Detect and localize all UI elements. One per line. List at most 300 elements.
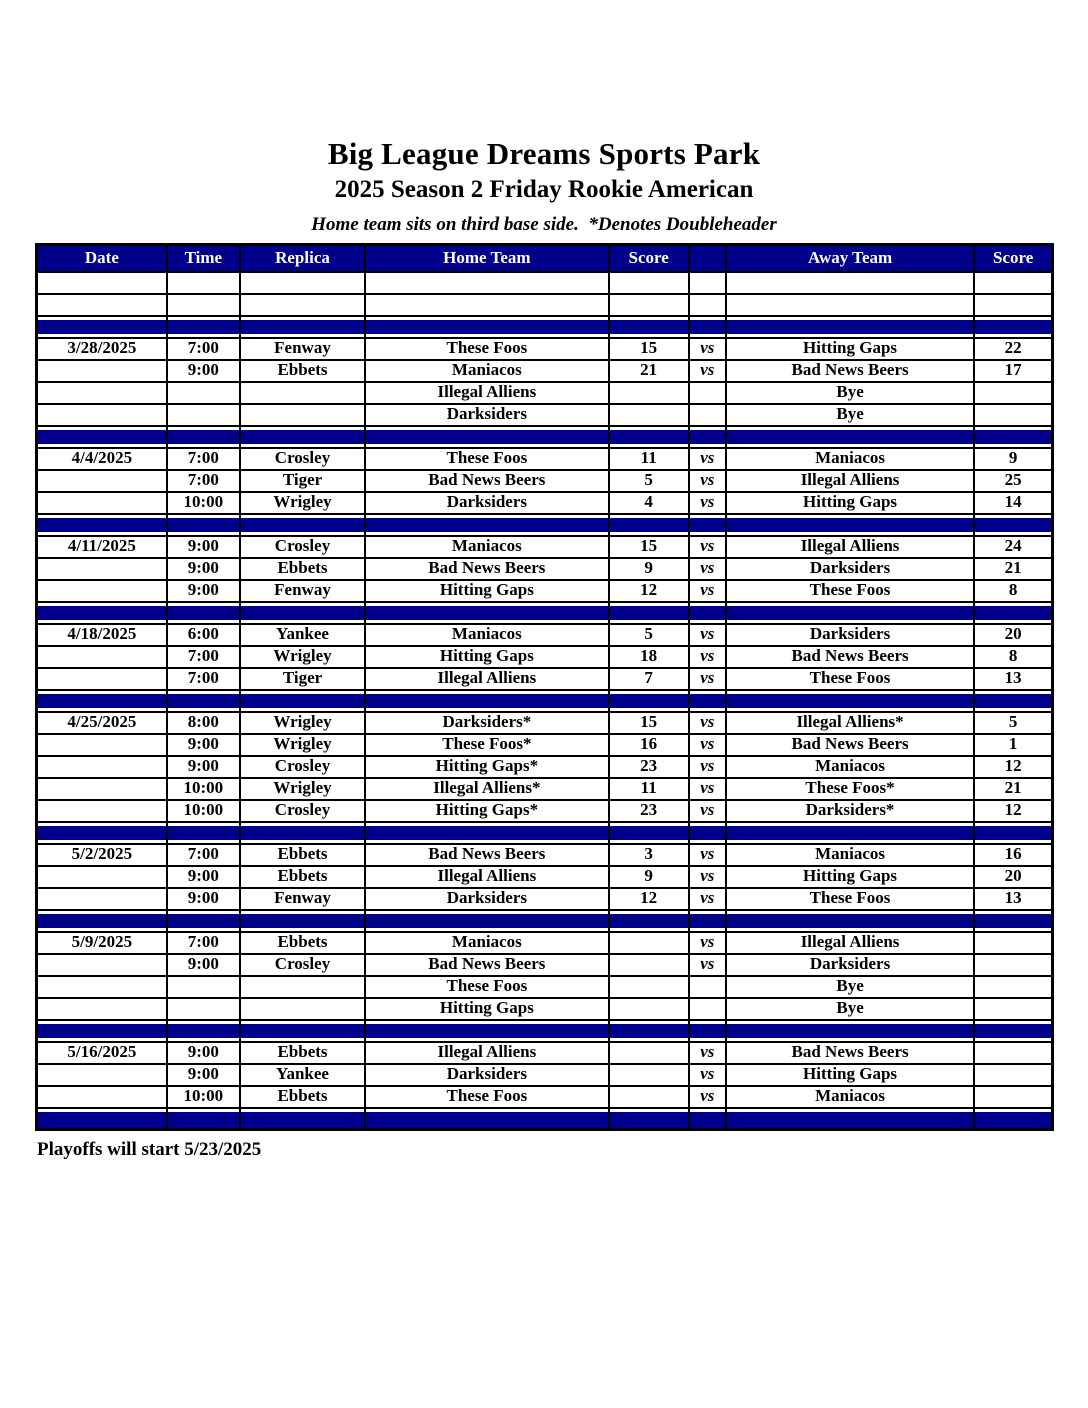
away-team-cell: These Foos* — [726, 778, 974, 800]
empty-away-team-cell — [726, 272, 974, 294]
separator-cell — [365, 514, 608, 536]
home-team-cell: Darksiders — [365, 888, 608, 910]
separator-cell — [726, 1108, 974, 1130]
separator-cell — [974, 1108, 1052, 1130]
separator-row — [37, 602, 1053, 624]
separator-cell — [689, 426, 726, 448]
away-team-cell: These Foos — [726, 580, 974, 602]
game-row — [37, 800, 1053, 822]
time-cell: 9:00 — [167, 580, 240, 602]
game-row — [37, 976, 1053, 998]
separator-row — [37, 1108, 1053, 1130]
empty-time-cell — [167, 272, 240, 294]
vs-cell: vs — [689, 1086, 726, 1108]
separator-cell — [365, 910, 608, 932]
separator-cell — [365, 690, 608, 712]
home-score-cell: 5 — [609, 624, 689, 646]
separator-cell — [726, 690, 974, 712]
date-cell — [37, 646, 167, 668]
replica-cell: Ebbets — [240, 1086, 365, 1108]
away-score-cell: 21 — [974, 778, 1052, 800]
separator-cell — [689, 690, 726, 712]
empty-home-team-cell — [365, 294, 608, 316]
away-score-cell: 8 — [974, 646, 1052, 668]
separator-cell — [240, 426, 365, 448]
date-cell — [37, 976, 167, 998]
date-cell — [37, 800, 167, 822]
away-team-cell: Darksiders — [726, 558, 974, 580]
time-cell: 7:00 — [167, 844, 240, 866]
empty-date-cell — [37, 272, 167, 294]
date-cell — [37, 778, 167, 800]
replica-cell: Tiger — [240, 470, 365, 492]
replica-cell: Ebbets — [240, 360, 365, 382]
empty-home-team-cell — [365, 272, 608, 294]
home-score-cell — [609, 998, 689, 1020]
away-score-cell: 1 — [974, 734, 1052, 756]
separator-cell — [167, 426, 240, 448]
replica-cell: Ebbets — [240, 866, 365, 888]
separator-cell — [240, 822, 365, 844]
separator-cell — [37, 822, 167, 844]
away-score-cell: 25 — [974, 470, 1052, 492]
away-team-cell: Darksiders — [726, 624, 974, 646]
game-row — [37, 492, 1053, 514]
game-row — [37, 756, 1053, 778]
game-row — [37, 888, 1053, 910]
game-row — [37, 448, 1053, 470]
separator-cell — [689, 1108, 726, 1130]
separator-row — [37, 1020, 1053, 1042]
separator-cell — [726, 316, 974, 338]
replica-cell: Ebbets — [240, 558, 365, 580]
away-team-cell: These Foos — [726, 668, 974, 690]
replica-cell: Fenway — [240, 580, 365, 602]
away-team-cell: Darksiders — [726, 954, 974, 976]
separator-cell — [240, 316, 365, 338]
empty-home-score-cell — [609, 272, 689, 294]
separator-cell — [609, 690, 689, 712]
home-score-cell: 4 — [609, 492, 689, 514]
replica-cell: Crosley — [240, 954, 365, 976]
home-score-cell: 5 — [609, 470, 689, 492]
home-score-cell: 12 — [609, 888, 689, 910]
date-cell: 4/18/2025 — [37, 624, 167, 646]
date-cell — [37, 756, 167, 778]
game-row — [37, 558, 1053, 580]
away-team-cell: Bad News Beers — [726, 646, 974, 668]
away-score-cell — [974, 954, 1052, 976]
date-cell — [37, 558, 167, 580]
date-cell — [37, 580, 167, 602]
separator-cell — [37, 1020, 167, 1042]
away-team-cell: Bye — [726, 998, 974, 1020]
game-row — [37, 624, 1053, 646]
separator-cell — [974, 316, 1052, 338]
replica-cell: Tiger — [240, 668, 365, 690]
home-team-cell: These Foos* — [365, 734, 608, 756]
home-team-cell: Bad News Beers — [365, 954, 608, 976]
time-cell: 10:00 — [167, 800, 240, 822]
vs-cell: vs — [689, 844, 726, 866]
home-score-cell — [609, 382, 689, 404]
replica-cell — [240, 382, 365, 404]
time-cell: 10:00 — [167, 492, 240, 514]
page-subtitle: 2025 Season 2 Friday Rookie American — [334, 176, 754, 203]
vs-cell — [689, 976, 726, 998]
separator-cell — [609, 1020, 689, 1042]
date-cell — [37, 998, 167, 1020]
time-cell: 9:00 — [167, 558, 240, 580]
home-score-cell — [609, 1064, 689, 1086]
vs-cell: vs — [689, 866, 726, 888]
separator-cell — [689, 1020, 726, 1042]
time-cell: 7:00 — [167, 470, 240, 492]
away-team-cell: Hitting Gaps — [726, 492, 974, 514]
game-row — [37, 954, 1053, 976]
replica-cell: Yankee — [240, 624, 365, 646]
away-team-cell: Illegal Alliens — [726, 536, 974, 558]
home-team-cell: These Foos — [365, 1086, 608, 1108]
home-team-cell: Darksiders* — [365, 712, 608, 734]
away-score-cell: 5 — [974, 712, 1052, 734]
separator-row — [37, 690, 1053, 712]
away-score-cell: 14 — [974, 492, 1052, 514]
separator-cell — [974, 514, 1052, 536]
separator-cell — [726, 1020, 974, 1042]
away-score-cell: 20 — [974, 624, 1052, 646]
home-team-cell: Maniacos — [365, 536, 608, 558]
home-score-cell: 7 — [609, 668, 689, 690]
away-team-cell: Illegal Alliens* — [726, 712, 974, 734]
column-header-home-team: Home Team — [365, 245, 608, 272]
away-team-cell: These Foos — [726, 888, 974, 910]
game-row — [37, 1086, 1053, 1108]
vs-cell: vs — [689, 712, 726, 734]
column-header-replica: Replica — [240, 245, 365, 272]
vs-cell: vs — [689, 756, 726, 778]
date-cell — [37, 888, 167, 910]
home-score-cell: 15 — [609, 536, 689, 558]
separator-cell — [689, 602, 726, 624]
separator-cell — [37, 316, 167, 338]
separator-cell — [974, 822, 1052, 844]
away-score-cell — [974, 1042, 1052, 1064]
empty-away-score-cell — [974, 272, 1052, 294]
home-team-cell: Hitting Gaps — [365, 998, 608, 1020]
time-cell: 7:00 — [167, 668, 240, 690]
separator-row — [37, 910, 1053, 932]
separator-cell — [609, 602, 689, 624]
game-row — [37, 338, 1053, 360]
separator-row — [37, 426, 1053, 448]
empty-date-cell — [37, 294, 167, 316]
away-score-cell: 12 — [974, 800, 1052, 822]
home-team-cell: Bad News Beers — [365, 470, 608, 492]
separator-cell — [240, 602, 365, 624]
time-cell: 7:00 — [167, 448, 240, 470]
away-team-cell: Bad News Beers — [726, 734, 974, 756]
date-cell — [37, 668, 167, 690]
home-team-cell: Hitting Gaps — [365, 646, 608, 668]
game-row — [37, 778, 1053, 800]
page-title: Big League Dreams Sports Park — [327, 136, 761, 171]
away-score-cell: 9 — [974, 448, 1052, 470]
separator-cell — [609, 910, 689, 932]
time-cell: 9:00 — [167, 1042, 240, 1064]
column-header-away-score: Score — [974, 245, 1052, 272]
away-score-cell — [974, 1064, 1052, 1086]
separator-cell — [37, 514, 167, 536]
vs-cell: vs — [689, 448, 726, 470]
game-row — [37, 998, 1053, 1020]
separator-row — [37, 514, 1053, 536]
time-cell: 9:00 — [167, 888, 240, 910]
separator-cell — [365, 822, 608, 844]
empty-home-score-cell — [609, 294, 689, 316]
time-cell: 9:00 — [167, 536, 240, 558]
vs-cell: vs — [689, 1064, 726, 1086]
time-cell: 7:00 — [167, 646, 240, 668]
game-row — [37, 580, 1053, 602]
separator-cell — [365, 1108, 608, 1130]
separator-cell — [37, 602, 167, 624]
time-cell — [167, 382, 240, 404]
away-score-cell — [974, 1086, 1052, 1108]
game-row — [37, 1042, 1053, 1064]
replica-cell: Crosley — [240, 756, 365, 778]
separator-cell — [726, 910, 974, 932]
home-score-cell: 15 — [609, 338, 689, 360]
home-score-cell: 3 — [609, 844, 689, 866]
replica-cell: Wrigley — [240, 492, 365, 514]
vs-cell: vs — [689, 580, 726, 602]
home-score-cell: 23 — [609, 756, 689, 778]
separator-cell — [726, 602, 974, 624]
game-row — [37, 734, 1053, 756]
replica-cell: Crosley — [240, 448, 365, 470]
home-score-cell — [609, 954, 689, 976]
home-score-cell — [609, 976, 689, 998]
empty-away-score-cell — [974, 294, 1052, 316]
separator-cell — [689, 514, 726, 536]
date-cell — [37, 404, 167, 426]
date-cell — [37, 1086, 167, 1108]
home-team-cell: Hitting Gaps* — [365, 800, 608, 822]
date-cell: 4/11/2025 — [37, 536, 167, 558]
game-row — [37, 712, 1053, 734]
vs-cell: vs — [689, 954, 726, 976]
separator-cell — [974, 690, 1052, 712]
empty-replica-cell — [240, 272, 365, 294]
away-score-cell — [974, 382, 1052, 404]
away-score-cell: 21 — [974, 558, 1052, 580]
time-cell — [167, 404, 240, 426]
replica-cell: Ebbets — [240, 1042, 365, 1064]
separator-cell — [37, 426, 167, 448]
replica-cell: Wrigley — [240, 646, 365, 668]
vs-cell: vs — [689, 646, 726, 668]
column-header-home-score: Score — [609, 245, 689, 272]
replica-cell: Crosley — [240, 800, 365, 822]
separator-cell — [609, 514, 689, 536]
game-row — [37, 866, 1053, 888]
empty-away-team-cell — [726, 294, 974, 316]
empty-replica-cell — [240, 294, 365, 316]
schedule-note: Home team sits on third base side. *Denotes Doubleheader — [311, 214, 777, 235]
away-team-cell: Maniacos — [726, 1086, 974, 1108]
away-score-cell: 16 — [974, 844, 1052, 866]
empty-time-cell — [167, 294, 240, 316]
away-score-cell — [974, 976, 1052, 998]
date-cell — [37, 492, 167, 514]
separator-cell — [240, 910, 365, 932]
away-team-cell: Darksiders* — [726, 800, 974, 822]
time-cell: 7:00 — [167, 338, 240, 360]
playoffs-note: Playoffs will start 5/23/2025 — [37, 1139, 262, 1160]
empty-vs-cell — [689, 294, 726, 316]
replica-cell: Wrigley — [240, 712, 365, 734]
game-row — [37, 404, 1053, 426]
separator-cell — [37, 690, 167, 712]
date-cell — [37, 1064, 167, 1086]
separator-cell — [726, 426, 974, 448]
time-cell: 9:00 — [167, 866, 240, 888]
replica-cell: Wrigley — [240, 778, 365, 800]
time-cell: 10:00 — [167, 778, 240, 800]
vs-cell — [689, 998, 726, 1020]
away-team-cell: Maniacos — [726, 448, 974, 470]
home-team-cell: These Foos — [365, 976, 608, 998]
home-score-cell: 9 — [609, 558, 689, 580]
column-header-vs — [689, 245, 726, 272]
game-row — [37, 536, 1053, 558]
away-score-cell — [974, 998, 1052, 1020]
away-team-cell: Bye — [726, 404, 974, 426]
separator-cell — [609, 426, 689, 448]
home-score-cell: 9 — [609, 866, 689, 888]
home-team-cell: Darksiders — [365, 404, 608, 426]
away-score-cell — [974, 932, 1052, 954]
time-cell: 9:00 — [167, 954, 240, 976]
date-cell: 5/16/2025 — [37, 1042, 167, 1064]
replica-cell — [240, 998, 365, 1020]
away-team-cell: Hitting Gaps — [726, 1064, 974, 1086]
home-team-cell: Darksiders — [365, 492, 608, 514]
date-cell — [37, 382, 167, 404]
game-row — [37, 932, 1053, 954]
date-cell: 4/4/2025 — [37, 448, 167, 470]
away-score-cell: 13 — [974, 888, 1052, 910]
separator-cell — [726, 514, 974, 536]
replica-cell — [240, 976, 365, 998]
home-score-cell — [609, 932, 689, 954]
date-cell — [37, 734, 167, 756]
home-score-cell: 23 — [609, 800, 689, 822]
time-cell: 10:00 — [167, 1086, 240, 1108]
empty-row — [37, 272, 1053, 294]
vs-cell: vs — [689, 624, 726, 646]
separator-cell — [974, 910, 1052, 932]
game-row — [37, 382, 1053, 404]
home-team-cell: Maniacos — [365, 360, 608, 382]
time-cell: 8:00 — [167, 712, 240, 734]
away-score-cell — [974, 404, 1052, 426]
vs-cell: vs — [689, 932, 726, 954]
separator-cell — [167, 1108, 240, 1130]
home-team-cell: Darksiders — [365, 1064, 608, 1086]
separator-cell — [240, 514, 365, 536]
time-cell: 6:00 — [167, 624, 240, 646]
away-team-cell: Hitting Gaps — [726, 338, 974, 360]
vs-cell: vs — [689, 734, 726, 756]
separator-cell — [726, 822, 974, 844]
vs-cell: vs — [689, 338, 726, 360]
vs-cell: vs — [689, 536, 726, 558]
vs-cell: vs — [689, 668, 726, 690]
vs-cell — [689, 382, 726, 404]
date-cell: 5/9/2025 — [37, 932, 167, 954]
game-row — [37, 470, 1053, 492]
time-cell — [167, 998, 240, 1020]
separator-cell — [240, 1020, 365, 1042]
away-team-cell: Maniacos — [726, 844, 974, 866]
time-cell: 9:00 — [167, 756, 240, 778]
home-team-cell: Hitting Gaps* — [365, 756, 608, 778]
date-cell — [37, 954, 167, 976]
separator-row — [37, 822, 1053, 844]
home-team-cell: These Foos — [365, 448, 608, 470]
home-team-cell: Illegal Alliens — [365, 668, 608, 690]
away-team-cell: Illegal Alliens — [726, 470, 974, 492]
game-row — [37, 844, 1053, 866]
vs-cell: vs — [689, 470, 726, 492]
away-team-cell: Bad News Beers — [726, 360, 974, 382]
home-score-cell: 11 — [609, 778, 689, 800]
time-cell: 9:00 — [167, 1064, 240, 1086]
separator-cell — [167, 602, 240, 624]
date-cell — [37, 360, 167, 382]
separator-cell — [167, 514, 240, 536]
away-score-cell: 22 — [974, 338, 1052, 360]
separator-row — [37, 316, 1053, 338]
home-score-cell: 12 — [609, 580, 689, 602]
away-team-cell: Hitting Gaps — [726, 866, 974, 888]
separator-cell — [167, 910, 240, 932]
home-team-cell: These Foos — [365, 338, 608, 360]
separator-cell — [37, 1108, 167, 1130]
away-score-cell: 8 — [974, 580, 1052, 602]
away-team-cell: Bad News Beers — [726, 1042, 974, 1064]
date-cell: 4/25/2025 — [37, 712, 167, 734]
game-row — [37, 1064, 1053, 1086]
empty-row — [37, 294, 1053, 316]
replica-cell: Wrigley — [240, 734, 365, 756]
schedule-table — [35, 243, 1054, 1131]
home-team-cell: Bad News Beers — [365, 844, 608, 866]
separator-cell — [365, 1020, 608, 1042]
separator-cell — [37, 910, 167, 932]
away-team-cell: Bye — [726, 976, 974, 998]
vs-cell: vs — [689, 888, 726, 910]
home-team-cell: Bad News Beers — [365, 558, 608, 580]
separator-cell — [609, 316, 689, 338]
replica-cell: Fenway — [240, 888, 365, 910]
separator-cell — [365, 316, 608, 338]
home-score-cell: 11 — [609, 448, 689, 470]
away-score-cell: 24 — [974, 536, 1052, 558]
away-team-cell: Maniacos — [726, 756, 974, 778]
